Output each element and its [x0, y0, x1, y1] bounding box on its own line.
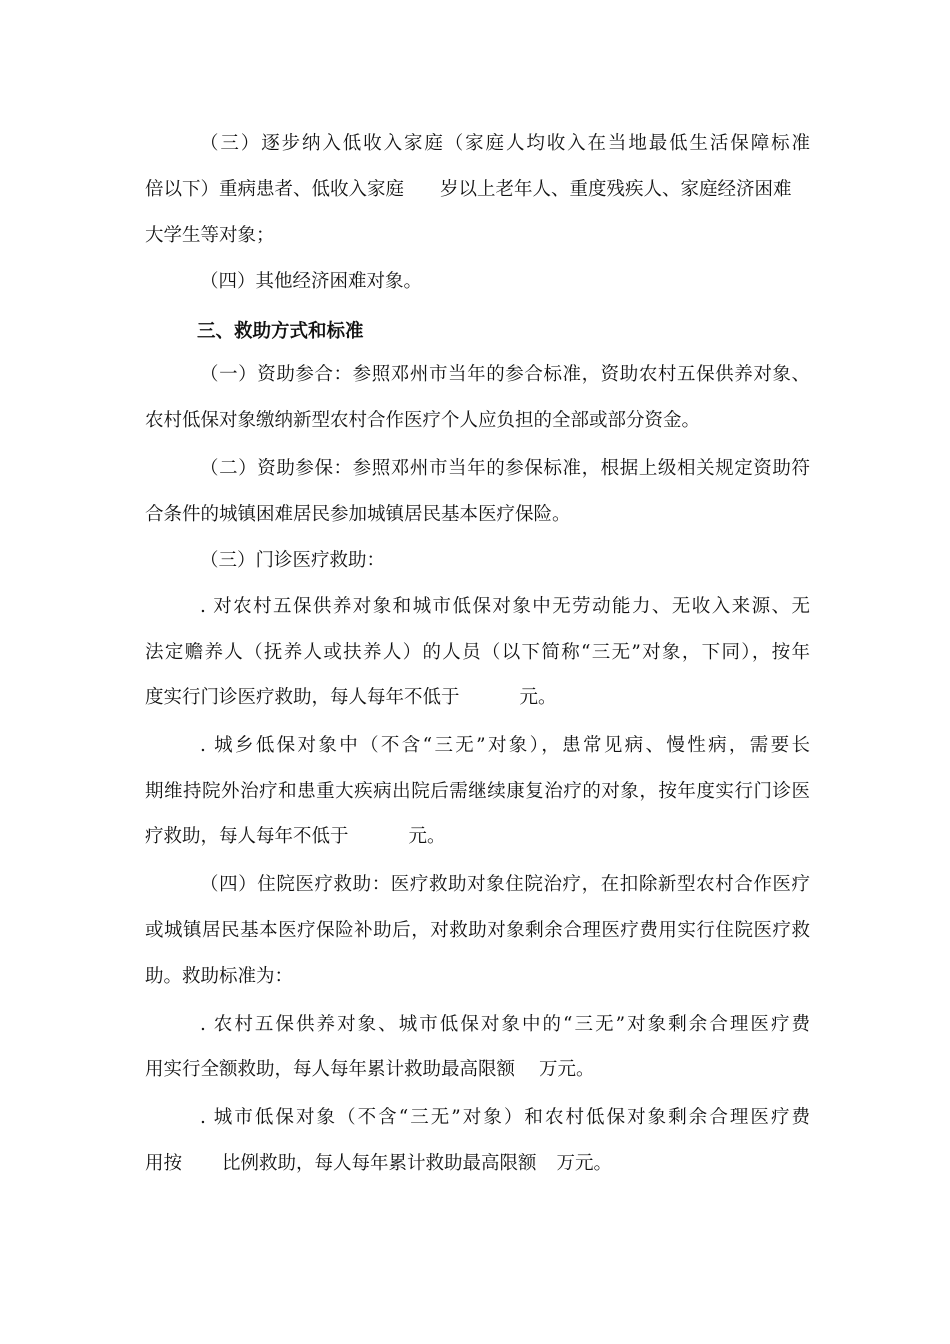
section-heading: 三、救助方式和标准 — [197, 321, 364, 342]
text-segment: 用按 — [145, 1153, 183, 1174]
paragraph-line — [145, 1152, 810, 1176]
paragraph-line — [145, 1058, 810, 1082]
paragraph-line — [145, 825, 810, 849]
paragraph-line: （一）资助参合：参照邓州市当年的参合标准，资助农村五保供养对象、 — [200, 364, 810, 385]
text-segment: 比例救助，每人每年累计救助最高限额 — [222, 1153, 537, 1174]
paragraph-line: 或城镇居民基本医疗保险补助后，对救助对象剩余合理医疗费用实行住院医疗救 — [145, 920, 810, 941]
paragraph-line: （四）住院医疗救助：医疗救助对象住院治疗，在扣除新型农村合作医疗 — [200, 874, 810, 895]
paragraph-line: . 城市低保对象（不含“三无”对象）和农村低保对象剩余合理医疗费 — [200, 1107, 810, 1128]
paragraph-line: . 农村五保供养对象、城市低保对象中的“三无”对象剩余合理医疗费 — [200, 1014, 810, 1035]
text-segment: 倍以下）重病患者、低收入家庭 — [145, 179, 405, 200]
text-segment: 元。 — [519, 687, 557, 708]
paragraph-line: 助。救助标准为： — [145, 966, 294, 987]
text-segment: 度实行门诊医疗救助，每人每年不低于 — [145, 687, 460, 708]
paragraph-line: 期维持院外治疗和患重大疾病出院后需继续康复治疗的对象，按年度实行门诊医 — [145, 781, 810, 802]
paragraph-line: 农村低保对象缴纳新型农村合作医疗个人应负担的全部或部分资金。 — [145, 410, 701, 431]
text-segment: 万元。 — [539, 1059, 595, 1080]
paragraph-line: . 对农村五保供养对象和城市低保对象中无劳动能力、无收入来源、无 — [200, 596, 810, 617]
paragraph-line: （四）其他经济困难对象。 — [200, 271, 423, 292]
text-segment: 万元。 — [556, 1153, 613, 1174]
text-segment: 用实行全额救助，每人每年累计救助最高限额 — [145, 1059, 516, 1080]
paragraph-line — [145, 178, 810, 202]
paragraph-line: （三）门诊医疗救助： — [200, 550, 386, 571]
paragraph-line: （三）逐步纳入低收入家庭（家庭人均收入在当地最低生活保障标准 — [200, 133, 810, 154]
text-segment: 元。 — [408, 826, 446, 847]
text-segment: 疗救助，每人每年不低于 — [145, 826, 349, 847]
paragraph-line — [145, 686, 810, 710]
paragraph-line: 大学生等对象； — [145, 225, 275, 246]
paragraph-line: . 城乡低保对象中（不含“三无”对象），患常见病、慢性病，需要长 — [200, 735, 810, 756]
paragraph-line: （二）资助参保：参照邓州市当年的参保标准，根据上级相关规定资助符 — [200, 458, 810, 479]
text-segment: 岁以上老年人、重度残疾人、家庭经济困难 — [440, 179, 792, 200]
paragraph-line: 法定赡养人（抚养人或扶养人）的人员（以下简称“三无”对象，下同），按年 — [145, 642, 810, 663]
paragraph-line: 合条件的城镇困难居民参加城镇居民基本医疗保险。 — [145, 504, 571, 525]
